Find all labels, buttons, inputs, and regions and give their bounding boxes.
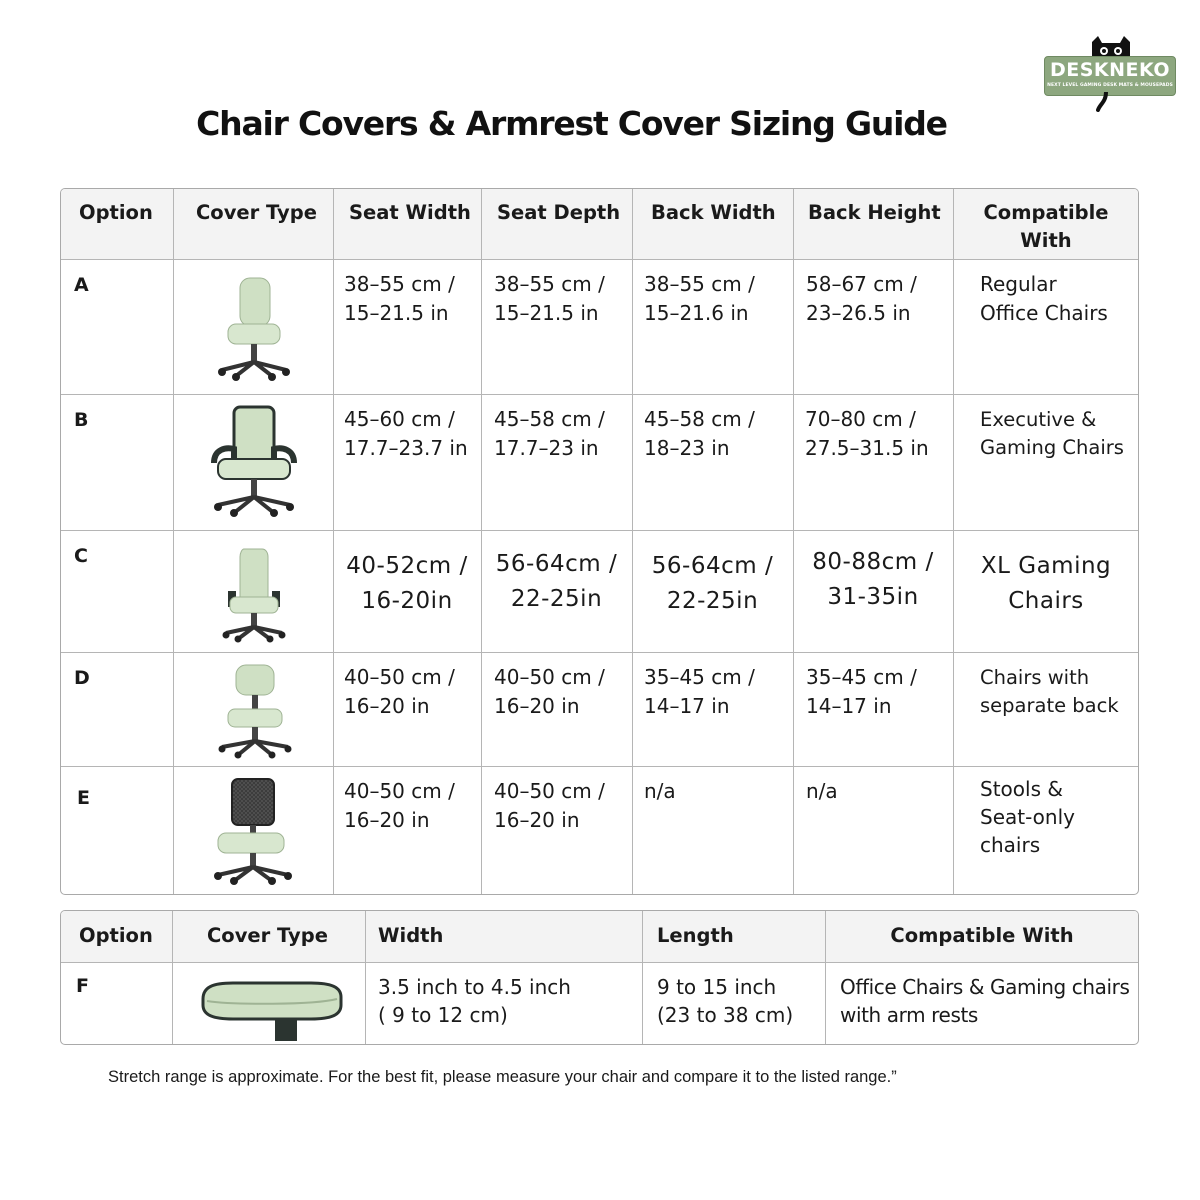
back-width-value: n/a xyxy=(644,779,676,803)
table-row xyxy=(61,767,1138,894)
separate-back-chair-icon xyxy=(212,663,298,759)
brand-logo xyxy=(1044,34,1176,112)
header-compatible-with: Compatible With xyxy=(983,201,1109,252)
compatible-value: Chairs with separate back xyxy=(980,666,1119,717)
seat-depth-value: 38–55 cm / 15–21.5 in xyxy=(494,272,605,325)
table-row xyxy=(61,260,1138,394)
brand-tagline: NEXT LEVEL GAMING DESK MATS & MOUSEPADS xyxy=(1047,83,1173,88)
compatible-value: Stools & Seat-only chairs xyxy=(980,777,1075,857)
seat-width-value: 45–60 cm / 17.7–23.7 in xyxy=(344,407,468,460)
header-cover-type: Cover Type xyxy=(207,924,328,947)
option-label: A xyxy=(74,274,89,296)
option-label: F xyxy=(76,975,89,997)
brand-badge xyxy=(1044,56,1176,96)
compatible-value: XL Gaming Chairs xyxy=(980,553,1112,614)
armrest-pad-icon xyxy=(193,975,349,1043)
length-value: 9 to 15 inch (23 to 38 cm) xyxy=(657,975,794,1027)
header-seat-width: Seat Width xyxy=(349,201,471,224)
brand-name: DESKNEKO xyxy=(1049,59,1171,81)
header-length: Length xyxy=(657,924,734,947)
mesh-back-chair-icon xyxy=(206,777,298,885)
header-back-width: Back Width xyxy=(651,201,776,224)
gaming-chair-icon xyxy=(214,545,294,643)
header-width: Width xyxy=(378,924,444,947)
back-width-value: 56-64cm / 22-25in xyxy=(651,553,774,614)
chair-sizing-table xyxy=(60,188,1139,895)
table-row xyxy=(61,653,1138,766)
header-back-height: Back Height xyxy=(808,201,941,224)
office-chair-icon xyxy=(210,274,300,382)
back-width-value: 35–45 cm / 14–17 in xyxy=(644,665,755,718)
table-row xyxy=(61,963,1138,1044)
compatible-value: Regular Office Chairs xyxy=(980,272,1108,325)
back-height-value: n/a xyxy=(806,779,838,803)
back-width-value: 45–58 cm / 18–23 in xyxy=(644,407,755,460)
table-row xyxy=(61,531,1138,652)
option-label: E xyxy=(77,787,90,809)
footnote: Stretch range is approximate. For the best fit, please measure your chair and compare it to the listed range.” xyxy=(108,1068,897,1086)
width-value: 3.5 inch to 4.5 inch ( 9 to 12 cm) xyxy=(378,975,571,1027)
header-cover-type: Cover Type xyxy=(196,201,317,224)
table-header-row xyxy=(61,911,1138,962)
option-label: D xyxy=(74,667,90,689)
back-height-value: 58–67 cm / 23–26.5 in xyxy=(806,272,917,325)
seat-depth-value: 56-64cm / 22-25in xyxy=(495,551,618,612)
compatible-value: Office Chairs & Gaming chairs with arm rests xyxy=(840,975,1130,1027)
back-height-value: 70–80 cm / 27.5–31.5 in xyxy=(805,407,929,460)
back-height-value: 80-88cm / 31-35in xyxy=(812,549,934,610)
seat-width-value: 40–50 cm / 16–20 in xyxy=(344,779,455,832)
header-option: Option xyxy=(79,924,153,947)
seat-depth-value: 40–50 cm / 16–20 in xyxy=(494,665,605,718)
seat-width-value: 40-52cm / 16-20in xyxy=(346,553,468,614)
header-compatible-with: Compatible With xyxy=(890,924,1074,947)
page-title: Chair Covers & Armrest Cover Sizing Guide xyxy=(196,104,947,143)
table-header-row xyxy=(61,189,1138,259)
header-seat-depth: Seat Depth xyxy=(497,201,621,224)
seat-depth-value: 45–58 cm / 17.7–23 in xyxy=(494,407,605,460)
back-height-value: 35–45 cm / 14–17 in xyxy=(806,665,917,718)
option-label: C xyxy=(74,545,88,567)
table-row xyxy=(61,395,1138,530)
seat-width-value: 40–50 cm / 16–20 in xyxy=(344,665,455,718)
armrest-sizing-table xyxy=(60,910,1139,1045)
back-width-value: 38–55 cm / 15–21.6 in xyxy=(644,272,755,325)
seat-depth-value: 40–50 cm / 16–20 in xyxy=(494,779,605,832)
compatible-value: Executive & Gaming Chairs xyxy=(980,408,1124,459)
executive-chair-icon xyxy=(204,403,304,518)
header-option: Option xyxy=(79,201,153,224)
seat-width-value: 38–55 cm / 15–21.5 in xyxy=(344,272,455,325)
option-label: B xyxy=(74,409,89,431)
